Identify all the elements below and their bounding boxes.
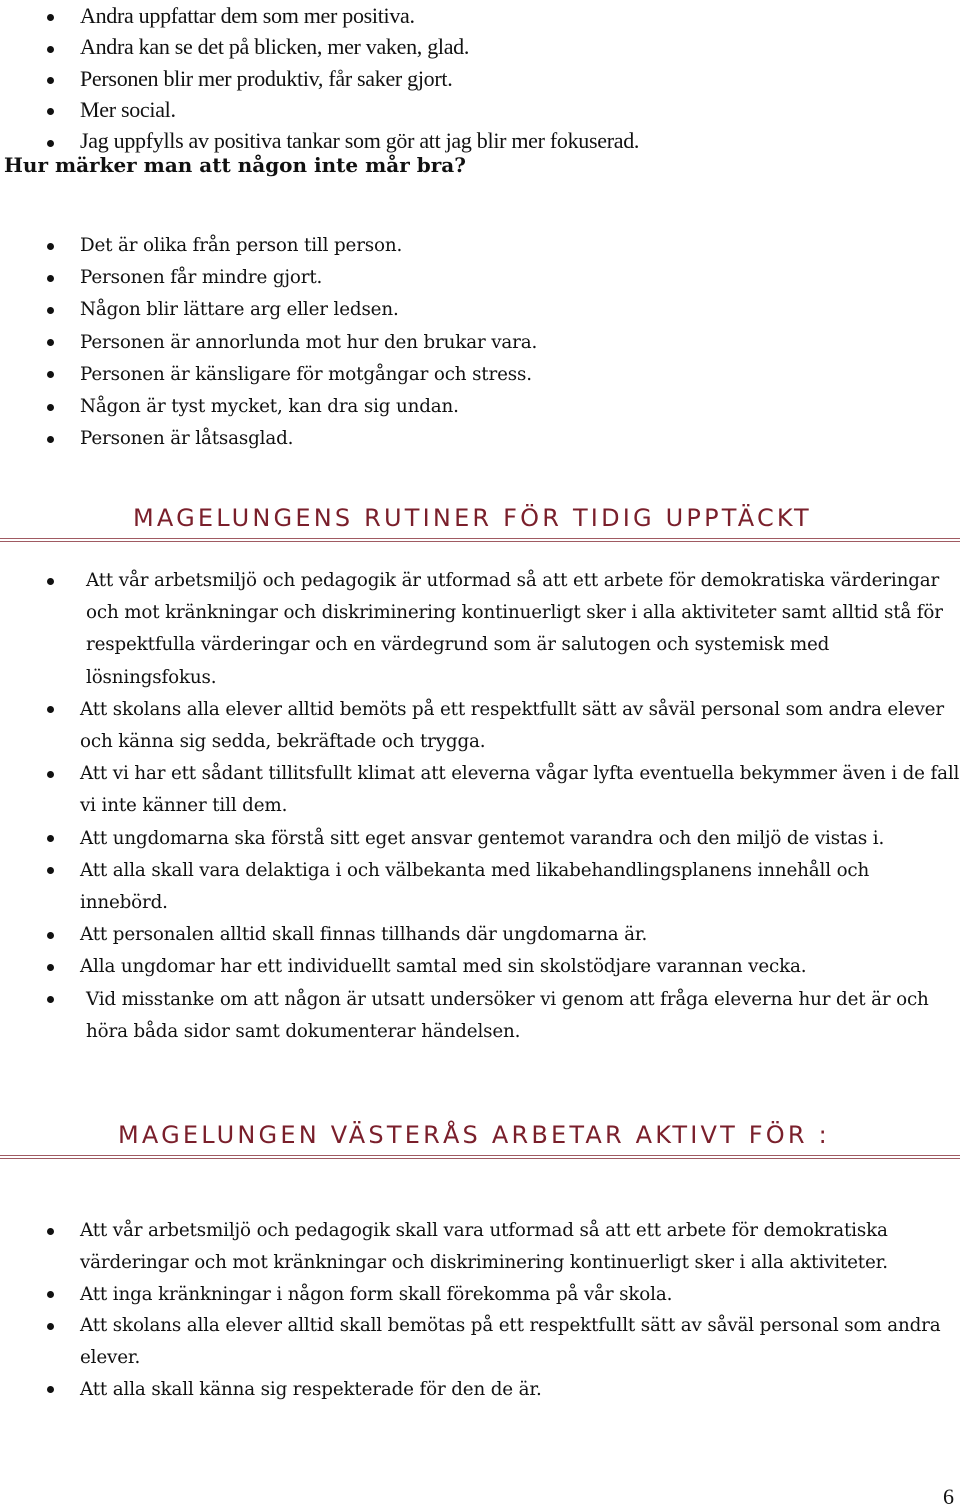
bullet-icon [44,327,56,359]
list-item-text: Att alla skall känna sig respekterade för den de är. [80,1378,542,1400]
routines-section-heading: MAGELUNGENS RUTINER FÖR TIDIG UPPTÄCKT [133,504,812,532]
list-item [80,1215,960,1279]
bullet-icon [44,694,56,726]
bullet-icon [44,262,56,294]
bullet-icon [44,31,56,62]
list-item [80,855,960,919]
bullet-icon [44,359,56,391]
bullet-icon [44,1310,56,1342]
list-item-text: Personen blir mer produktiv, får saker gjort. [80,65,453,91]
list-item [80,565,960,694]
bullet-icon [44,423,56,455]
list-item [80,823,960,855]
list-item-text: Personen får mindre gjort. [80,267,323,289]
list-item [80,423,940,455]
list-item [80,1374,960,1406]
list-item-text: Att vi har ett sådant tillitsfullt klimat att eleverna vågar lyfta eventuella bekymmer även i de fall vi inte känner till dem. [80,763,960,817]
list-item-text: Någon blir lättare arg eller ledsen. [80,299,399,321]
list-item [80,984,960,1048]
bullet-icon [44,1279,56,1311]
bullet-icon [44,63,56,94]
list-item [80,758,960,822]
list-item [80,262,940,294]
list-item [80,327,940,359]
list-item [80,31,940,62]
active-work-section-heading: MAGELUNGEN VÄSTERÅS ARBETAR AKTIVT FÖR : [118,1121,830,1149]
bullet-icon [44,391,56,423]
list-item-text: Andra uppfattar dem som mer positiva. [80,3,415,28]
bullet-icon [44,1374,56,1406]
list-item-text: Personen är annorlunda mot hur den brukar vara. [80,331,538,353]
list-item-text: Att inga kränkningar i någon form skall förekomma på vår skola. [80,1283,673,1305]
not-well-heading: Hur märker man att någon inte mår bra? [4,153,466,177]
list-item [80,294,940,326]
list-item-text: Jag uppfylls av positiva tankar som gör att jag blir mer fokuserad. [80,128,640,154]
list-item-text: Att alla skall vara delaktiga i och välbekanta med likabehandlingsplanens innehåll och innebörd. [80,859,870,914]
list-item-text: Alla ungdomar har ett individuellt samtal med sin skolstödjare varannan vecka. [80,956,807,978]
list-item [80,94,940,125]
page-number: 6 [943,1484,954,1509]
list-item-text: Personen är känsligare för motgångar och stress. [80,363,532,385]
bullet-icon [44,823,56,855]
list-item-text: Att vår arbetsmiljö och pedagogik är utformad så att ett arbete för demokratiska värderingar och mot kränkningar och diskriminering kontinuerligt sker i alla aktiviteter samt alltid stå för respektfulla värderingar och en värdegrund som är salutogen och systemisk med lösningsfokus. [86,570,943,688]
bullet-icon [44,0,56,31]
list-item [80,0,940,31]
list-item-text: Att personalen alltid skall finnas tillhands där ungdomarna är. [80,924,648,946]
list-item-text: Mer social. [80,96,176,122]
list-item-text: Personen är låtsasglad. [80,428,294,450]
section-divider [0,538,960,542]
bullet-icon [44,294,56,326]
list-item-text: Att skolans alla elever alltid bemöts på ett respektfullt sätt av såväl personal som andra elever och känna sig sedda, bekräftade och trygga. [80,698,944,753]
bullet-icon [44,94,56,125]
list-item-text: Att ungdomarna ska förstå sitt eget ansvar gentemot varandra och den miljö de vistas i. [80,827,885,849]
bullet-icon [44,565,56,597]
section-divider [0,1155,960,1159]
list-item-text: Att skolans alla elever alltid skall bemötas på ett respektfullt sätt av såväl personal som andra elever. [80,1315,941,1369]
list-item-text: Någon är tyst mycket, kan dra sig undan. [80,396,459,418]
bullet-icon [44,855,56,887]
list-item-text: Det är olika från person till person. [80,235,403,256]
bullet-icon [44,758,56,790]
list-item-text: Vid misstanke om att någon är utsatt undersöker vi genom att fråga eleverna hur det är och höra båda sidor samt dokumenterar händelsen. [86,988,929,1042]
list-item [80,63,940,94]
list-item [80,1279,960,1311]
bullet-icon [44,919,56,951]
not-well-signs-list [80,230,940,455]
list-item [80,951,960,983]
bullet-icon [44,1215,56,1247]
bullet-icon [44,984,56,1016]
bullet-icon [44,951,56,983]
list-item [80,1310,960,1374]
positive-signs-list [80,0,940,156]
active-work-list [80,1215,960,1406]
list-item-text: Att vår arbetsmiljö och pedagogik skall vara utformad så att ett arbete för demokratiska värderingar och mot kränkningar och diskriminering kontinuerligt sker i alla aktiviteter. [80,1220,888,1273]
list-item [80,391,940,423]
list-item [80,359,940,391]
list-item [80,694,960,758]
list-item [80,919,960,951]
bullet-icon [44,230,56,262]
routines-list [80,565,960,1048]
list-item-text: Andra kan se det på blicken, mer vaken, glad. [80,34,470,60]
list-item [80,230,940,262]
